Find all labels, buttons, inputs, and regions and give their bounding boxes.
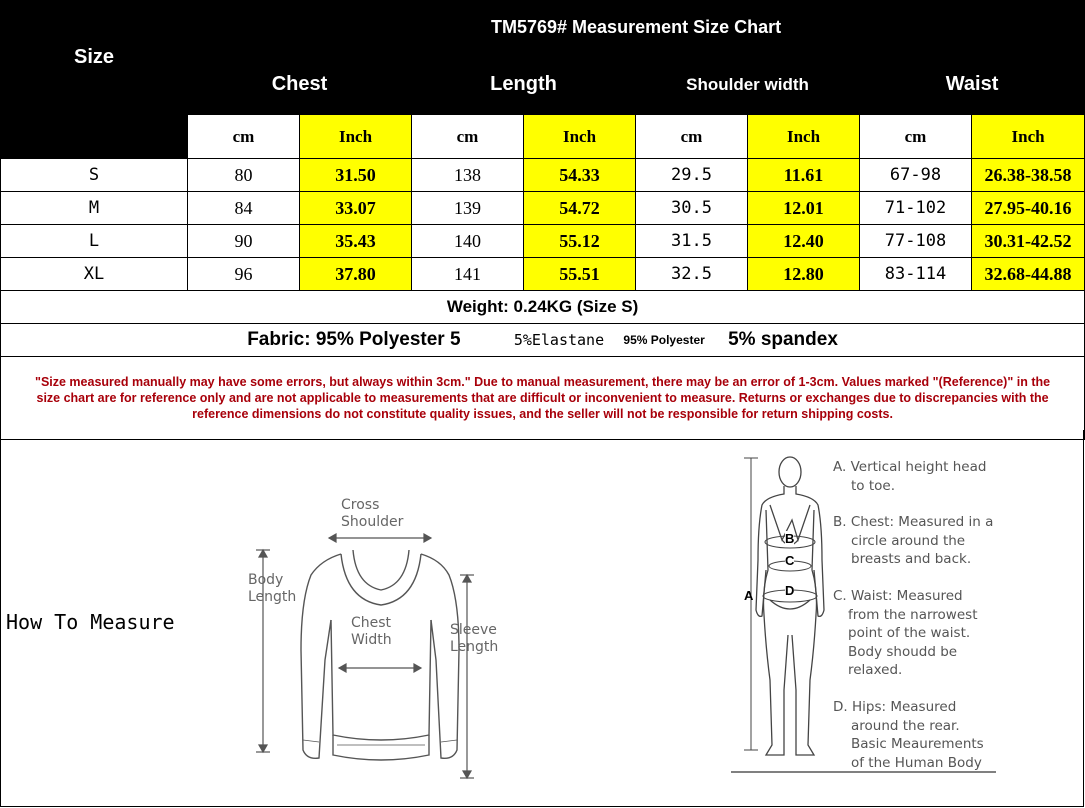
size-cell: XL — [1, 258, 188, 291]
body-label-d: D — [785, 583, 795, 598]
group-chest: Chest — [188, 55, 412, 115]
group-waist: Waist — [860, 55, 1085, 115]
length-inch-cell: 55.12 — [524, 225, 636, 258]
length-cm-cell: 138 — [412, 159, 524, 192]
how-to-measure-label: How To Measure — [6, 610, 175, 634]
table-row — [1, 159, 1085, 192]
fabric-elastane: 5%Elastane — [513, 330, 605, 349]
chest-cm-cell: 84 — [188, 192, 300, 225]
table-row — [1, 192, 1085, 225]
table-row — [1, 225, 1085, 258]
unit-cm: cm — [860, 115, 972, 159]
group-shoulder: Shoulder width — [636, 55, 860, 115]
shoulder-cm-cell: 32.5 — [636, 258, 748, 291]
measurement-note: "Size measured manually may have some errors, but always within 3cm." Due to manual measurement, there may be an error of 1-3cm. Values marked "(Reference)" in the size chart are for reference only and are not applicable to measurements that are difficult or inconvenient to measure. Returns or exchanges due to discrepancies with the reference dimensions do not constitute quality issues, and the seller will not be responsible for return shipping costs. — [1, 357, 1085, 440]
shoulder-cm-cell: 31.5 — [636, 225, 748, 258]
chest-cm-cell: 90 — [188, 225, 300, 258]
size-cell: M — [1, 192, 188, 225]
chest-inch-cell: 35.43 — [300, 225, 412, 258]
waist-inch-cell: 27.95-40.16 — [972, 192, 1085, 225]
waist-cm-cell: 71-102 — [860, 192, 972, 225]
fabric-text: Fabric: 95% Polyester 5 — [247, 328, 461, 350]
shoulder-cm-cell: 29.5 — [636, 159, 748, 192]
chest-inch-cell: 33.07 — [300, 192, 412, 225]
shoulder-cm-cell: 30.5 — [636, 192, 748, 225]
waist-inch-cell: 30.31-42.52 — [972, 225, 1085, 258]
description-c: C. Waist: Measured from the narrowest point of the waist. Body shoudd be relaxed. — [833, 588, 978, 678]
length-cm-cell: 139 — [412, 192, 524, 225]
length-cm-cell: 140 — [412, 225, 524, 258]
group-length: Length — [412, 55, 636, 115]
description-b: B. Chest: Measured in a circle around the breasts and back. — [833, 514, 994, 567]
how-to-measure-section — [0, 430, 1084, 807]
length-cm-cell: 141 — [412, 258, 524, 291]
body-label-b: B — [785, 531, 795, 546]
length-inch-cell: 54.72 — [524, 192, 636, 225]
waist-inch-cell: 26.38-38.58 — [972, 159, 1085, 192]
chest-inch-cell: 37.80 — [300, 258, 412, 291]
body-label-c: C — [785, 553, 795, 568]
description-d: D. Hips: Measured around the rear. Basic Meaurements of the Human Body — [833, 699, 984, 771]
waist-inch-cell: 32.68-44.88 — [972, 258, 1085, 291]
body-label-a: A — [744, 588, 754, 603]
table-row — [1, 258, 1085, 291]
sleeve-length-label: Sleeve Length — [450, 622, 499, 655]
size-cell: L — [1, 225, 188, 258]
fabric-spandex: 5% spandex — [728, 328, 838, 350]
shoulder-inch-cell: 12.80 — [748, 258, 860, 291]
chest-cm-cell: 80 — [188, 159, 300, 192]
shoulder-inch-cell: 11.61 — [748, 159, 860, 192]
unit-inch: Inch — [972, 115, 1085, 159]
fabric-polyester: 95% Polyester — [623, 332, 705, 347]
fabric-row — [1, 324, 1085, 357]
unit-cm: cm — [412, 115, 524, 159]
unit-inch: Inch — [300, 115, 412, 159]
shoulder-inch-cell: 12.01 — [748, 192, 860, 225]
chest-cm-cell: 96 — [188, 258, 300, 291]
waist-cm-cell: 77-108 — [860, 225, 972, 258]
chest-width-label: Chest Width — [351, 615, 392, 648]
waist-cm-cell: 83-114 — [860, 258, 972, 291]
chest-inch-cell: 31.50 — [300, 159, 412, 192]
unit-cm: cm — [188, 115, 300, 159]
unit-inch: Inch — [748, 115, 860, 159]
size-header-spacer — [1, 115, 188, 159]
size-cell: S — [1, 159, 188, 192]
size-header: Size — [1, 1, 188, 115]
cross-shoulder-label: Cross Shoulder — [341, 497, 404, 530]
weight-row: Weight: 0.24KG (Size S) — [1, 291, 1085, 324]
shoulder-inch-cell: 12.40 — [748, 225, 860, 258]
length-inch-cell: 54.33 — [524, 159, 636, 192]
waist-cm-cell: 67-98 — [860, 159, 972, 192]
description-a: A. Vertical height head to toe. — [833, 459, 987, 494]
body-length-label: Body Length — [248, 572, 297, 605]
unit-cm: cm — [636, 115, 748, 159]
chart-title: TM5769# Measurement Size Chart — [188, 1, 1085, 55]
length-inch-cell: 55.51 — [524, 258, 636, 291]
unit-inch: Inch — [524, 115, 636, 159]
